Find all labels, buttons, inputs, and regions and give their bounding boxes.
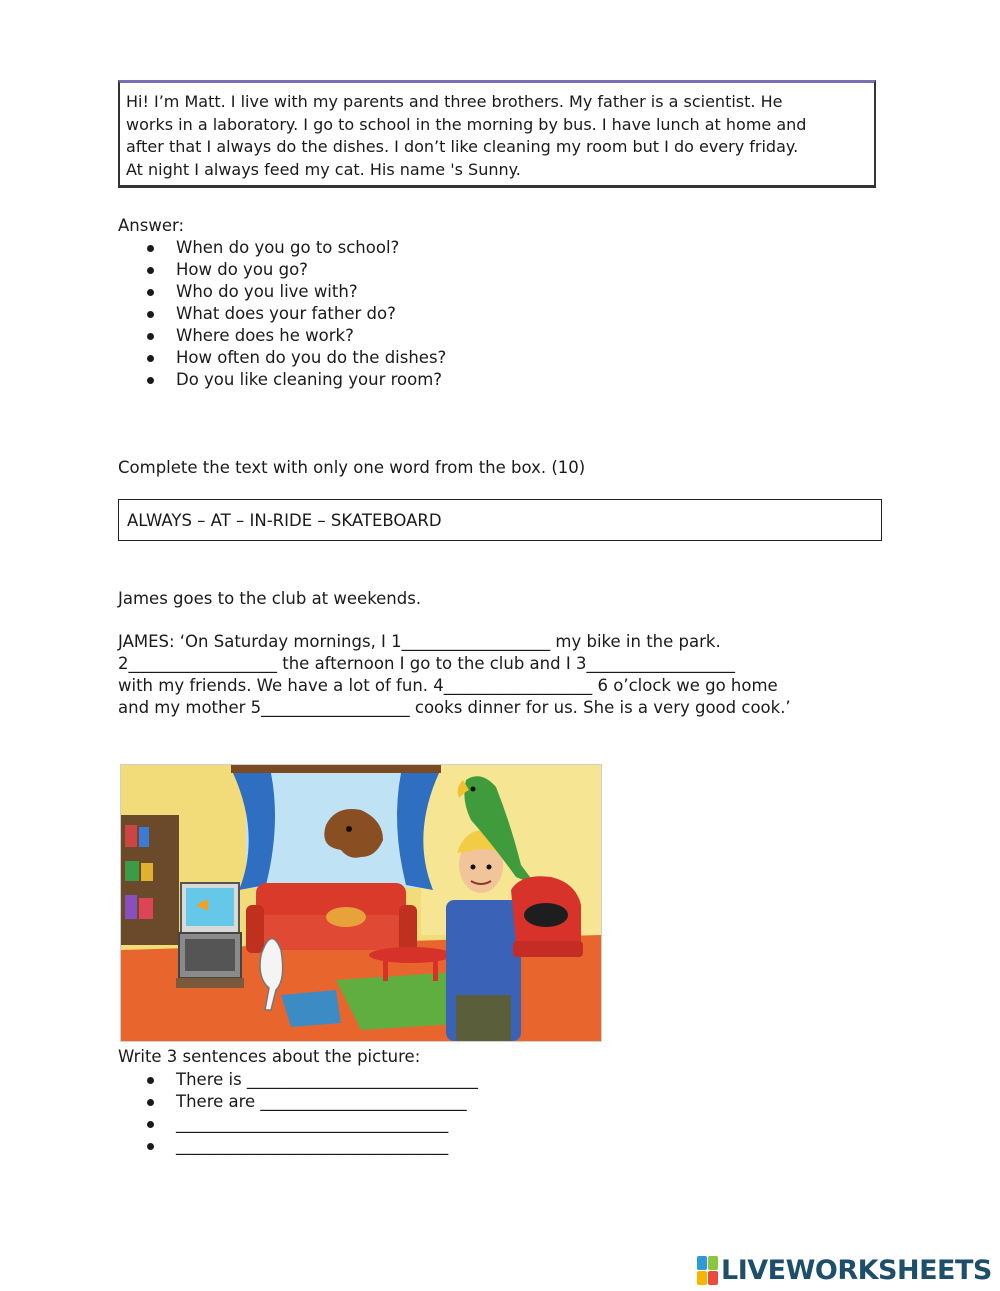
logo-block	[708, 1271, 718, 1285]
complete-instruction: Complete the text with only one word from the box. (10)	[118, 458, 586, 477]
list-item: How do you go?	[118, 259, 446, 281]
room-illustration	[121, 765, 601, 1041]
james-intro: James goes to the club at weekends.	[118, 589, 422, 608]
bullet-icon	[147, 355, 154, 362]
list-item: _________________________________	[118, 1135, 478, 1157]
gap-fill-text	[118, 631, 791, 719]
bullet-icon	[147, 377, 154, 384]
bullet-icon	[147, 1099, 154, 1106]
bullet-icon	[147, 267, 154, 274]
list-item: There is ____________________________	[118, 1069, 478, 1091]
gap-fill-line: JAMES: ‘On Saturday mornings, I 1__________________ my bike in the park.	[118, 632, 721, 651]
logo-blocks-icon	[697, 1256, 718, 1285]
bullet-icon	[147, 1143, 154, 1150]
logo-block	[697, 1271, 707, 1285]
bullet-icon	[147, 311, 154, 318]
answer-heading: Answer:	[118, 216, 185, 235]
question-list	[118, 237, 446, 391]
list-item: There are _________________________	[118, 1091, 478, 1113]
bullet-icon	[147, 289, 154, 296]
bullet-icon	[147, 245, 154, 252]
list-item: _________________________________	[118, 1113, 478, 1135]
gap-fill-line: 2__________________ the afternoon I go to the club and I 3__________________	[118, 654, 735, 673]
word-box: ALWAYS – AT – IN-RIDE – SKATEBOARD	[118, 499, 882, 541]
picture-instruction: Write 3 sentences about the picture:	[118, 1047, 421, 1066]
reading-line: At night I always feed my cat. His name 's Sunny.	[126, 159, 521, 179]
bullet-icon	[147, 333, 154, 340]
gap-fill-line: and my mother 5__________________ cooks dinner for us. She is a very good cook.’	[118, 698, 791, 717]
liveworksheets-logo	[697, 1255, 992, 1285]
list-item: Where does he work?	[118, 325, 446, 347]
reading-text-box	[118, 80, 876, 188]
list-item: When do you go to school?	[118, 237, 446, 259]
logo-text: LIVEWORKSHEETS	[721, 1254, 992, 1286]
list-item: Do you like cleaning your room?	[118, 369, 446, 391]
logo-block	[708, 1256, 718, 1270]
gap-fill-line: with my friends. We have a lot of fun. 4__________________ 6 o’clock we go home	[118, 676, 778, 695]
bullet-icon	[147, 1077, 154, 1084]
reading-line: after that I always do the dishes. I don’t like cleaning my room but I do every friday.	[126, 137, 799, 156]
reading-line: works in a laboratory. I go to school in the morning by bus. I have lunch at home and	[126, 114, 807, 134]
list-item: How often do you do the dishes?	[118, 347, 446, 369]
reading-line: Hi! I’m Matt. I live with my parents and three brothers. My father is a scientist. He	[126, 92, 783, 111]
bullet-icon	[147, 1121, 154, 1128]
list-item: Who do you live with?	[118, 281, 446, 303]
sentence-list	[118, 1069, 478, 1157]
messy-room-picture	[120, 764, 602, 1042]
logo-block	[697, 1256, 707, 1270]
list-item: What does your father do?	[118, 303, 446, 325]
